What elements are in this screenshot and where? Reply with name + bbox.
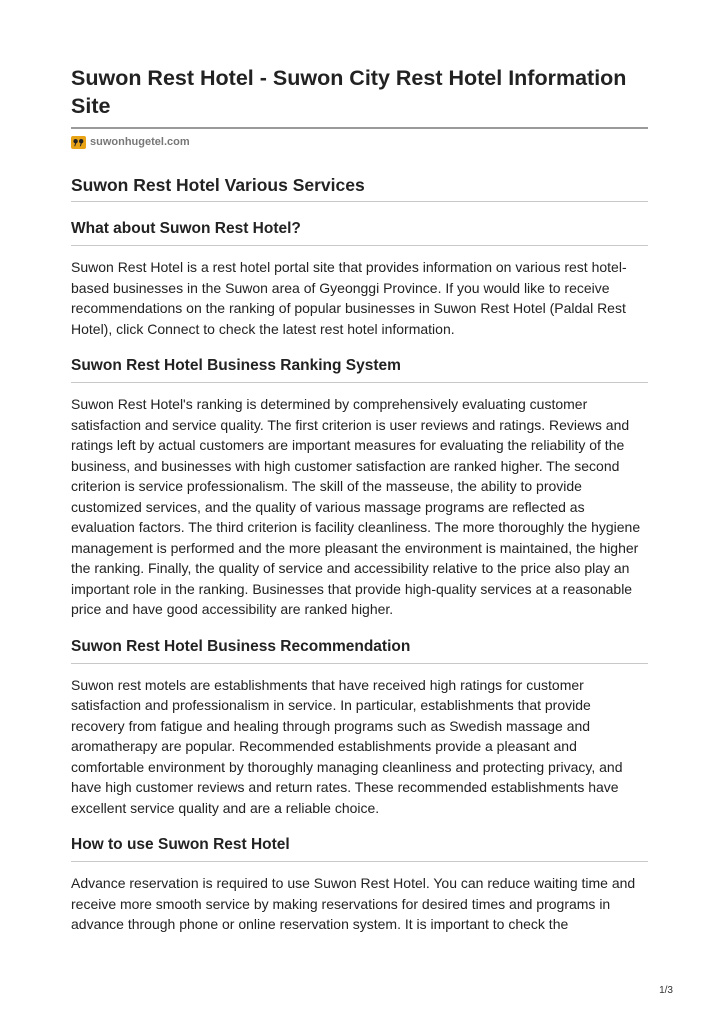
page-number: 1/3 [659,985,673,996]
section-about [71,219,648,339]
quote-icon [71,136,86,149]
section-body: Suwon rest motels are establishments that have received high ratings for customer satisfaction and professionalism in service. In particular, establishments that provide recovery from fatigue and healing through programs such as Swedish massage and aromatherapy are popular. Recommended establishments provide a pleasant and comfortable environment by thoroughly managing cleanliness and protecting privacy, and have high customer reviews and return rates. These recommended establishments have excellent service quality and are a reliable choice. [71,676,623,816]
section-divider [71,861,648,862]
source-line [71,134,648,150]
section-recommendation [71,637,648,819]
source-domain[interactable]: suwonhugetel.com [90,136,190,148]
section-heading: What about Suwon Rest Hotel? [71,220,301,237]
title-divider [71,127,648,129]
section-heading: Suwon Rest Hotel Business Recommendation [71,637,411,655]
section-ranking-system [71,356,648,620]
section-heading: Suwon Rest Hotel Business Ranking System [71,357,401,374]
section-heading: How to use Suwon Rest Hotel [71,836,290,853]
page-title: Suwon Rest Hotel - Suwon City Rest Hotel Information Site [71,66,627,118]
section-how-to-use [71,835,648,935]
section-divider [71,245,648,246]
section-body: Suwon Rest Hotel is a rest hotel portal site that provides information on various rest hotel-based businesses in the Suwon area of Gyeonggi Province. If you would like to receive recommendations on the ranking of popular businesses in Suwon Rest Hotel (Paldal Rest Hotel), click Connect to check the latest rest hotel information. [71,259,627,337]
document-page [71,64,648,935]
section-body: Suwon Rest Hotel's ranking is determined by comprehensively evaluating customer satisfaction and service quality. The first criterion is user reviews and ratings. Reviews and ratings left by actual customers are important measures for evaluating the reliability of the business, and businesses with high customer satisfaction are ranked higher. The second criterion is service professionalism. The skill of the masseuse, the ability to provide customized services, and the quality of various massage programs are reflected as evaluation factors. The third criterion is facility cleanliness. The more thoroughly the hygiene management is performed and the more pleasant the environment is maintained, the higher the ranking. Finally, the quality of service and accessibility relative to the price also play an important role in the ranking. Businesses that provide high-quality services at a reasonable price and have good accessibility are ranked higher. [71,396,641,617]
heading-divider [71,201,648,202]
main-heading: Suwon Rest Hotel Various Services [71,175,365,195]
section-body: Advance reservation is required to use Suwon Rest Hotel. You can reduce waiting time and receive more smooth service by making reservations for desired times and programs in advance through phone or online reservation system. It is important to check the [71,875,636,932]
section-divider [71,382,648,383]
section-divider [71,663,648,664]
